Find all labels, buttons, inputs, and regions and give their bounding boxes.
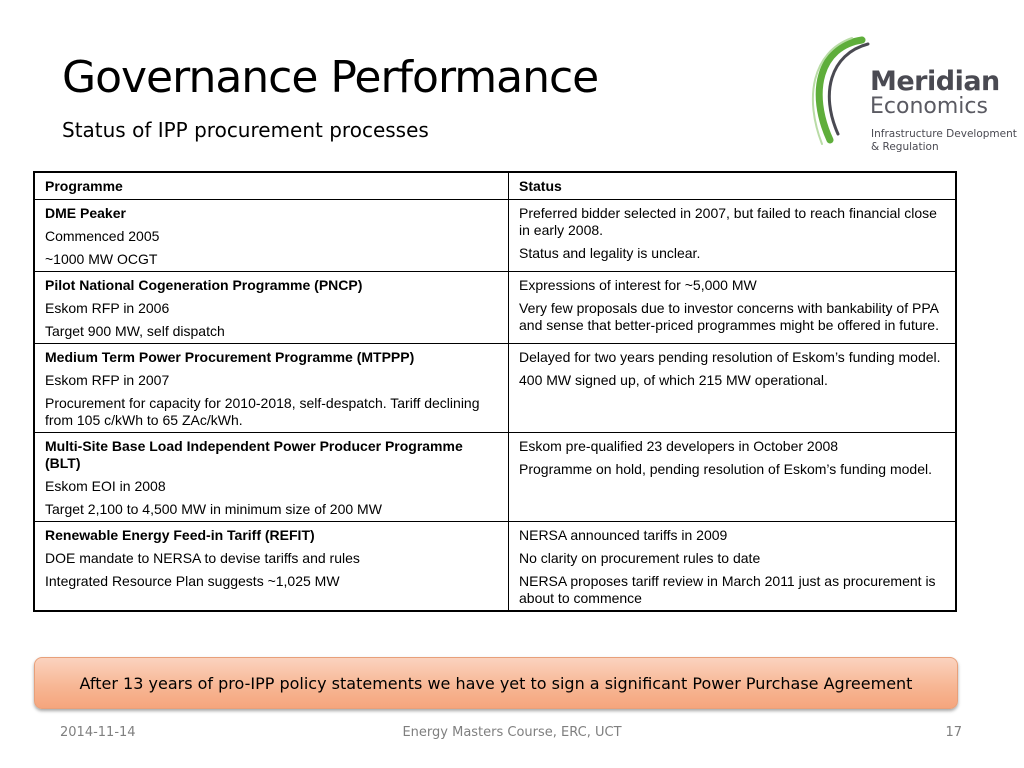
logo-tagline-line2: & Regulation — [871, 141, 939, 153]
status-cell — [509, 433, 957, 522]
programme-name: Pilot National Cogeneration Programme (PNCP) — [45, 277, 363, 293]
table-row — [34, 522, 956, 612]
programme-name: Multi-Site Base Load Independent Power Producer Programme (BLT) — [45, 438, 463, 471]
status-text: Very few proposals due to investor concerns with bankability of PPA and sense that better-priced programmes might be offered in future. — [519, 300, 939, 333]
conclusion-callout — [34, 657, 958, 709]
programme-detail: Commenced 2005 — [45, 228, 160, 244]
table-row — [34, 344, 956, 433]
programme-cell — [34, 200, 509, 272]
status-text: Preferred bidder selected in 2007, but failed to reach financial close in early 2008. — [519, 205, 937, 238]
status-text: No clarity on procurement rules to date — [519, 550, 761, 566]
programme-cell — [34, 272, 509, 344]
footer-date: 2014-11-14 — [60, 725, 136, 740]
programme-detail: Eskom RFP in 2006 — [45, 300, 170, 316]
column-header-status: Status — [509, 172, 957, 200]
programme-detail: DOE mandate to NERSA to devise tariffs and rules — [45, 550, 360, 566]
programme-cell — [34, 522, 509, 612]
table-header-row — [34, 172, 956, 200]
table-row — [34, 200, 956, 272]
programme-name: DME Peaker — [45, 205, 126, 221]
table-row — [34, 433, 956, 522]
ipp-procurement-table — [33, 171, 957, 612]
status-text: Expressions of interest for ~5,000 MW — [519, 277, 757, 293]
status-text: Delayed for two years pending resolution of Eskom’s funding model. — [519, 349, 941, 365]
programme-detail: ~1000 MW OCGT — [45, 251, 158, 267]
callout-text: After 13 years of pro-IPP policy statements we have yet to sign a significant Power Purchase Agreement — [79, 673, 913, 693]
status-text: NERSA announced tariffs in 2009 — [519, 527, 728, 543]
slide-subtitle: Status of IPP procurement processes — [62, 118, 429, 142]
status-text: NERSA proposes tariff review in March 2011 just as procurement is about to commence — [519, 573, 936, 606]
logo-arc-icon — [800, 32, 870, 160]
logo-name-line2: Economics — [870, 94, 988, 119]
programme-detail: Eskom RFP in 2007 — [45, 372, 170, 388]
programme-detail: Procurement for capacity for 2010-2018, self-despatch. Tariff declining from 105 c/kWh to 65 ZAc/kWh. — [45, 395, 480, 428]
programme-name: Renewable Energy Feed-in Tariff (REFIT) — [45, 527, 315, 543]
programme-detail: Eskom EOI in 2008 — [45, 478, 166, 494]
programme-detail: Integrated Resource Plan suggests ~1,025 MW — [45, 573, 340, 589]
meridian-economics-logo — [800, 32, 1017, 160]
status-text: 400 MW signed up, of which 215 MW operational. — [519, 372, 828, 388]
status-cell — [509, 344, 957, 433]
status-text: Eskom pre-qualified 23 developers in October 2008 — [519, 438, 839, 454]
status-text: Programme on hold, pending resolution of Eskom’s funding model. — [519, 461, 932, 477]
logo-name-line1: Meridian — [870, 66, 1000, 97]
footer-course: Energy Masters Course, ERC, UCT — [402, 725, 622, 740]
logo-tagline-line1: Infrastructure Development — [871, 128, 1017, 140]
page-number: 17 — [945, 725, 962, 740]
programme-detail: Target 900 MW, self dispatch — [45, 323, 225, 339]
programme-cell — [34, 433, 509, 522]
status-text: Status and legality is unclear. — [519, 245, 701, 261]
table-row — [34, 272, 956, 344]
slide-title: Governance Performance — [62, 52, 599, 103]
status-cell — [509, 522, 957, 612]
column-header-programme: Programme — [34, 172, 509, 200]
status-cell — [509, 272, 957, 344]
programme-detail: Target 2,100 to 4,500 MW in minimum size of 200 MW — [45, 501, 382, 517]
programme-cell — [34, 344, 509, 433]
programme-name: Medium Term Power Procurement Programme (MTPPP) — [45, 349, 415, 365]
status-cell — [509, 200, 957, 272]
